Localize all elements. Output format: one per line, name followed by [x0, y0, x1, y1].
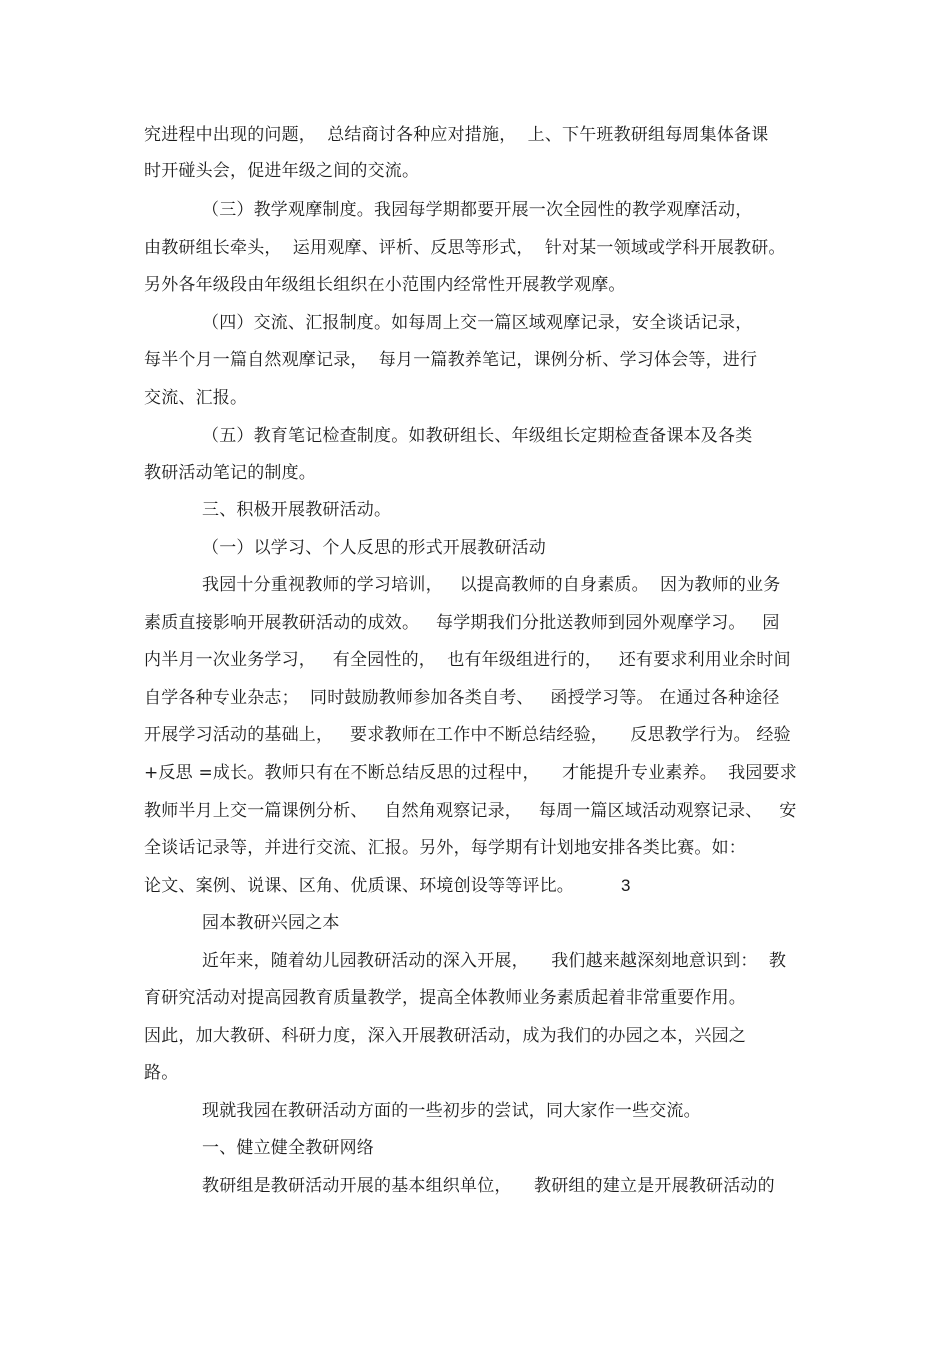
text-line-5: 另外各年级段由年级组长组织在小范围内经常性开展教学观摩。 [144, 275, 626, 295]
text-line-15: 内半月一次业务学习， 有全园性的， 也有年级组进行的， 还有要求利用业余时间 [144, 650, 791, 670]
text-line-24: 育研究活动对提高园教育质量教学，提高全体教师业务素质起着非常重要作用。 [144, 988, 746, 1008]
text-line-9: （五）教育笔记检查制度。如教研组长、年级组长定期检查备课本及各类 [202, 426, 753, 446]
text-line-6: （四）交流、汇报制度。如每周上交一篇区域观摩记录，安全谈话记录， [202, 313, 753, 333]
text-line-1: 究进程中出现的问题， 总结商讨各种应对措施， 上、下午班教研组每周集体备课 [144, 125, 769, 145]
text-line-17: 开展学习活动的基础上， 要求教师在工作中不断总结经验， 反思教学行为。 经验 [144, 725, 791, 745]
text-line-21: 论文、案例、说课、区角、优质课、环境创设等等评比。 [144, 876, 574, 896]
text-line-3: （三）教学观摩制度。我园每学期都要开展一次全园性的教学观摩活动， [202, 200, 753, 220]
document-title: 园本教研兴园之本 [202, 913, 340, 933]
subsection-heading-1: （一）以学习、个人反思的形式开展教研活动 [202, 538, 546, 558]
text-line-16: 自学各种专业杂志； 同时鼓励教师参加各类自考、 函授学习等。 在通过各种途径 [144, 688, 780, 708]
text-line-14: 素质直接影响开展教研活动的成效。 每学期我们分批送教师到园外观摩学习。 园 [144, 613, 780, 633]
text-line-26: 路。 [144, 1063, 179, 1083]
text-line-13: 我园十分重视教师的学习培训， 以提高教师的自身素质。 因为教师的业务 [202, 575, 781, 595]
page-number: 3 [621, 876, 631, 895]
text-line-8: 交流、汇报。 [144, 388, 248, 408]
text-line-25: 因此，加大教研、科研力度，深入开展教研活动，成为我们的办园之本，兴园之 [144, 1026, 746, 1046]
text-line-10: 教研活动笔记的制度。 [144, 463, 316, 483]
text-line-19: 教师半月上交一篇课例分析、 自然角观察记录， 每周一篇区域活动观察记录、 安 [144, 801, 797, 821]
text-line-2: 时开碰头会，促进年级之间的交流。 [144, 161, 420, 181]
text-line-23: 近年来，随着幼儿园教研活动的深入开展， 我们越来越深刻地意识到： 教 [202, 951, 787, 971]
text-line-29: 教研组是教研活动开展的基本组织单位， 教研组的建立是开展教研活动的 [202, 1176, 775, 1196]
text-line-20: 全谈话记录等，并进行交流、汇报。另外，每学期有计划地安排各类比赛。如： [144, 838, 746, 858]
text-line-27: 现就我园在教研活动方面的一些初步的尝试，同大家作一些交流。 [202, 1101, 701, 1121]
text-line-18: +反思 =成长。教师只有在不断总结反思的过程中， 才能提升专业素养。 我园要求 [144, 763, 797, 783]
section-heading-1: 一、健立健全教研网络 [202, 1138, 374, 1158]
text-line-7: 每半个月一篇自然观摩记录， 每月一篇教养笔记，课例分析、学习体会等，进行 [144, 350, 758, 370]
text-line-4: 由教研组长牵头， 运用观摩、评析、反思等形式， 针对某一领域或学科开展教研。 [144, 238, 786, 258]
section-heading-3: 三、积极开展教研活动。 [202, 500, 392, 520]
